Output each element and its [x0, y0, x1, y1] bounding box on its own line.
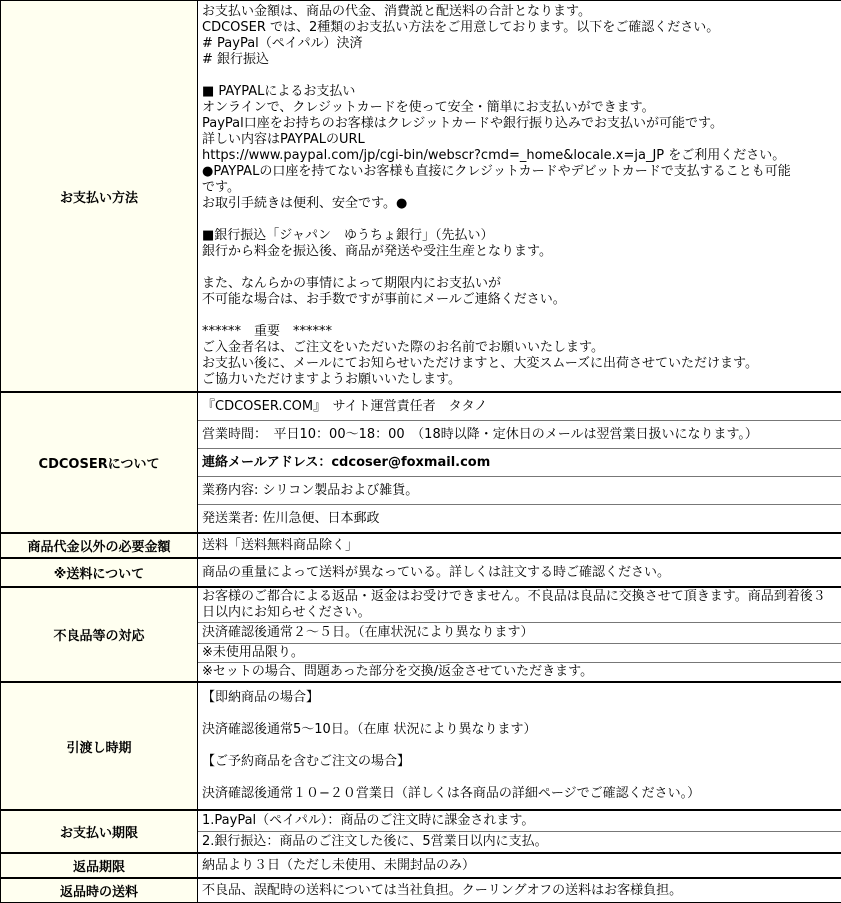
row-content-return-deadline: 納品より３日（ただし未使用、未開封品のみ） [198, 853, 841, 878]
contact-email-text: 連絡メールアドレス：cdcoser@foxmail.com [198, 449, 841, 477]
payment-deadline-paypal-text: 1.PayPal（ペイパル）：商品のご注文時に課金されます。 [198, 810, 841, 832]
text-line: お支払い後に、メールにてお知らせいただけますと、大変スムーズに出荷させていただけます。 [202, 356, 837, 372]
defective-unused-note-text: ※未使用品限り。 [198, 644, 841, 663]
row-payment-deadline [1, 810, 841, 832]
row-return-shipping [1, 878, 841, 903]
row-content-return-shipping: 不良品、誤配時の送料については当社負担。クーリングオフの送料はお客様負担。 [198, 878, 841, 903]
text-line: ご入金者名は、ご注文をいただいた際のお名前でお願いいたします。 [202, 340, 837, 356]
text-line: です。 [202, 180, 837, 196]
row-label-about-shop: CDCOSERについて [1, 392, 198, 533]
text-line: お取引手続きは便利、安全です。● [202, 196, 837, 212]
row-label-payment-deadline: お支払い期限 [1, 810, 198, 853]
text-line: お支払い金額は、商品の代金、消費説と配送料の合計となります。 [202, 4, 837, 20]
text-line: # PayPal（ペイパル）決済 [202, 36, 837, 52]
text-line [202, 308, 837, 324]
text-line: PayPal口座をお持ちのお客様はクレジットカードや銀行振り込みでお支払いが可能です。 [202, 116, 837, 132]
payment-deadline-bank-text: 2.銀行振込：商品のご注文した後に、5営業日以内に支払。 [198, 832, 841, 854]
row-label-delivery-time: 引渡し時期 [1, 682, 198, 810]
text-line: CDCOSER では、2種類のお支払い方法をご用意しております。以下をご確認ください。 [202, 20, 837, 36]
row-delivery-time [1, 682, 841, 810]
text-line: https://www.paypal.com/jp/cgi-bin/webscr?cmd=_home&locale.x=ja_JP をご利用ください。 [202, 148, 837, 164]
shop-operator-text: 『CDCOSER.COM』 サイト運営責任者 タタノ [198, 392, 841, 421]
row-label-return-deadline: 返品期限 [1, 853, 198, 878]
row-about-shop [1, 392, 841, 421]
row-shipping-note [1, 558, 841, 587]
text-line: # 銀行振込 [202, 52, 837, 68]
text-line [202, 212, 837, 228]
text-line [202, 260, 837, 276]
row-content-delivery-time [198, 682, 841, 810]
row-content-payment-method [198, 1, 841, 393]
row-label-return-shipping: 返品時の送料 [1, 878, 198, 903]
row-payment-method [1, 1, 841, 393]
text-line: 決済確認後通常5〜10日。（在庫 状況により異なります） [202, 722, 837, 738]
text-line [202, 68, 837, 84]
row-label-defective-items: 不良品等の対応 [1, 587, 198, 682]
row-defective-items [1, 587, 841, 623]
text-line: 詳しい内容はPAYPALのURL [202, 132, 837, 148]
text-line: ■銀行振込「ジャパン ゆうちょ銀行」（先払い） [202, 228, 837, 244]
text-line [202, 770, 837, 786]
text-line: 不可能な場合は、お手数ですが事前にメールご連絡ください。 [202, 292, 837, 308]
business-hours-text: 営業時間： 平日10：00〜18：00 （18時以降・定休日のメールは翌営業日扱いになります。） [198, 421, 841, 449]
text-line: 決済確認後通常１０−２０営業日（詳しくは各商品の詳細ページでご確認ください。） [202, 786, 837, 802]
row-label-extra-fees: 商品代金以外の必要金額 [1, 533, 198, 558]
text-line: 銀行から料金を振込後、商品が発送や受注生産となります。 [202, 244, 837, 260]
row-label-payment-method: お支払い方法 [1, 1, 198, 393]
text-line: また、なんらかの事情によって期限内にお支払いが [202, 276, 837, 292]
row-content-extra-fees: 送料「送料無料商品除く」 [198, 533, 841, 558]
defective-policy-text: お客様のご都合による返品・返金はお受けできません。不良品は良品に交換させて頂きます。商品到着後３日以内にお知らせください。 [198, 587, 841, 623]
row-label-shipping-note: ※送料について [1, 558, 198, 587]
row-extra-fees [1, 533, 841, 558]
row-return-deadline [1, 853, 841, 878]
text-line: 【即納商品の場合】 [202, 690, 837, 706]
text-line: ●PAYPALの口座を持てないお客様も直接にクレジットカードやデビットカードで支払することも可能 [202, 164, 837, 180]
text-line: ご協力いただけますようお願いいたします。 [202, 372, 837, 388]
text-line: ****** 重要 ****** [202, 324, 837, 340]
text-line: オンラインで、クレジットカードを使って安全・簡単にお支払いができます。 [202, 100, 837, 116]
text-line [202, 706, 837, 722]
row-content-shipping-note: 商品の重量によって送料が異なっている。詳しくは註文する時ご確認ください。 [198, 558, 841, 587]
business-description-text: 業務内容: シリコン製品および雑貨。 [198, 477, 841, 505]
text-line [202, 738, 837, 754]
text-line: 【ご予約商品を含むご注文の場合】 [202, 754, 837, 770]
defective-set-note-text: ※セットの場合、問題あった部分を交換/返金させていただきます。 [198, 663, 841, 683]
text-line: ■ PAYPALによるお支払い [202, 84, 837, 100]
defective-processing-time-text: 決済確認後通常２〜５日。（在庫状況により異なります） [198, 623, 841, 644]
shipping-carriers-text: 発送業者: 佐川急便、日本郵政 [198, 505, 841, 534]
